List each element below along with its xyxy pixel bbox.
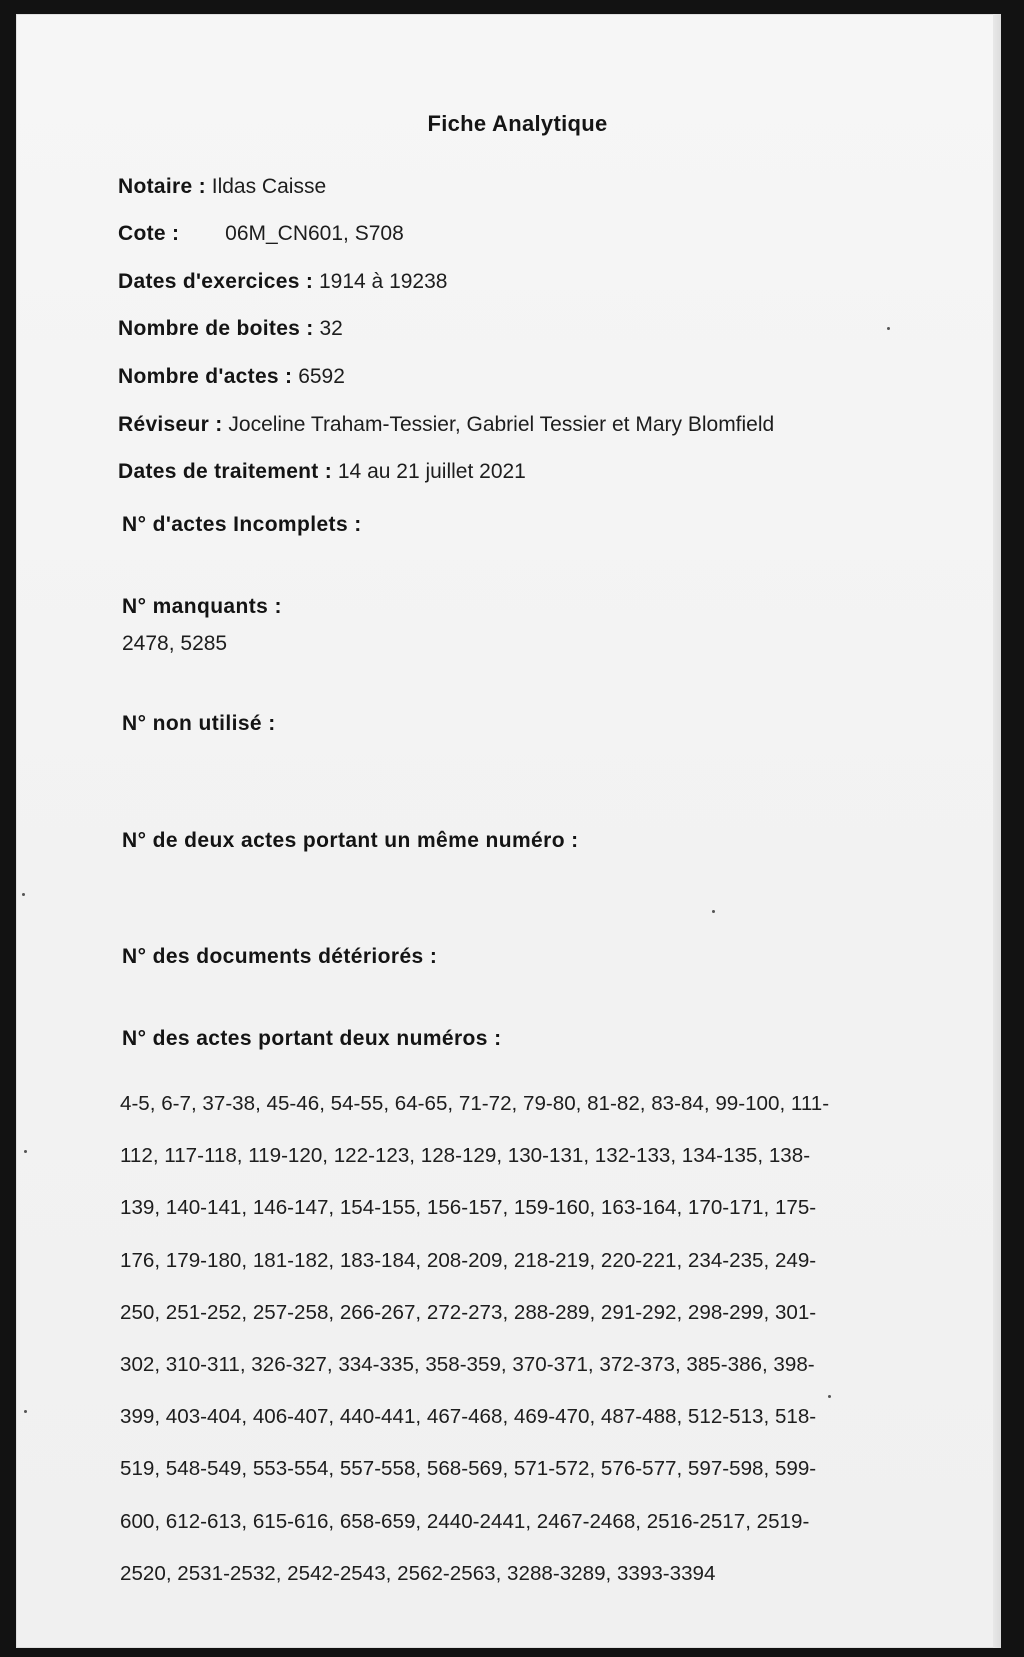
- reviseur-label: Réviseur :: [118, 413, 223, 436]
- dates-traitement-field: [118, 460, 526, 484]
- notaire-value: Ildas Caisse: [211, 175, 327, 198]
- deux-numeros-line: 399, 403-404, 406-407, 440-441, 467-468, 469-470, 487-488, 512-513, 518-: [120, 1405, 817, 1429]
- dates-traitement-label: Dates de traitement :: [118, 460, 333, 483]
- paper-speck: [24, 1150, 27, 1153]
- deux-numeros-line: 4-5, 6-7, 37-38, 45-46, 54-55, 64-65, 71-72, 79-80, 81-82, 83-84, 99-100, 111-: [120, 1092, 830, 1116]
- document-title: Fiche Analytique: [427, 111, 608, 136]
- notaire-field: [118, 175, 326, 199]
- nombre-actes-label: Nombre d'actes :: [118, 365, 293, 388]
- nombre-boites-value: 32: [319, 317, 343, 340]
- paper-speck: [712, 910, 715, 913]
- non-utilise-heading: N° non utilisé :: [122, 712, 276, 735]
- paper-speck: [887, 327, 890, 330]
- deux-numeros-line: 600, 612-613, 615-616, 658-659, 2440-2441, 2467-2468, 2516-2517, 2519-: [120, 1509, 810, 1533]
- nombre-actes-value: 6592: [298, 365, 345, 388]
- nombre-boites-field: [118, 317, 343, 341]
- cote-label: Cote :: [118, 222, 180, 245]
- dates-traitement-value: 14 au 21 juillet 2021: [337, 460, 526, 483]
- paper-speck: [828, 1395, 831, 1398]
- actes-incomplets-heading: N° d'actes Incomplets :: [122, 513, 362, 536]
- nombre-actes-field: [118, 365, 345, 389]
- deux-numeros-line: 176, 179-180, 181-182, 183-184, 208-209, 218-219, 220-221, 234-235, 249-: [120, 1248, 817, 1272]
- deux-numeros-line: 112, 117-118, 119-120, 122-123, 128-129, 130-131, 132-133, 134-135, 138-: [120, 1144, 811, 1168]
- manquants-value: 2478, 5285: [122, 632, 228, 655]
- deux-numeros-line: 2520, 2531-2532, 2542-2543, 2562-2563, 3288-3289, 3393-3394: [120, 1561, 716, 1585]
- deux-numeros-heading: N° des actes portant deux numéros :: [122, 1027, 502, 1050]
- reviseur-field: [118, 413, 774, 437]
- deux-numeros-line: 302, 310-311, 326-327, 334-335, 358-359, 370-371, 372-373, 385-386, 398-: [120, 1353, 815, 1377]
- deteriores-heading: N° des documents détériorés :: [122, 945, 438, 968]
- paper-speck: [22, 893, 25, 896]
- paper-speck: [24, 1410, 27, 1413]
- dates-exercices-value: 1914 à 19238: [319, 270, 448, 293]
- dates-exercices-label: Dates d'exercices :: [118, 270, 314, 293]
- page-edge-shadow: [993, 14, 1001, 1648]
- meme-numero-heading: N° de deux actes portant un même numéro :: [122, 829, 579, 852]
- deux-numeros-line: 250, 251-252, 257-258, 266-267, 272-273, 288-289, 291-292, 298-299, 301-: [120, 1300, 817, 1324]
- dates-exercices-field: [118, 270, 447, 294]
- cote-value: 06M_CN601, S708: [225, 222, 404, 245]
- deux-numeros-list: [120, 1065, 829, 1613]
- deux-numeros-line: 519, 548-549, 553-554, 557-558, 568-569, 571-572, 576-577, 597-598, 599-: [120, 1457, 817, 1481]
- reviseur-value: Joceline Traham-Tessier, Gabriel Tessier et Mary Blomfield: [228, 413, 775, 436]
- nombre-boites-label: Nombre de boites :: [118, 317, 314, 340]
- deux-numeros-line: 139, 140-141, 146-147, 154-155, 156-157, 159-160, 163-164, 170-171, 175-: [120, 1196, 817, 1220]
- notaire-label: Notaire :: [118, 175, 206, 198]
- cote-field: [118, 222, 404, 246]
- manquants-heading: N° manquants :: [122, 595, 282, 618]
